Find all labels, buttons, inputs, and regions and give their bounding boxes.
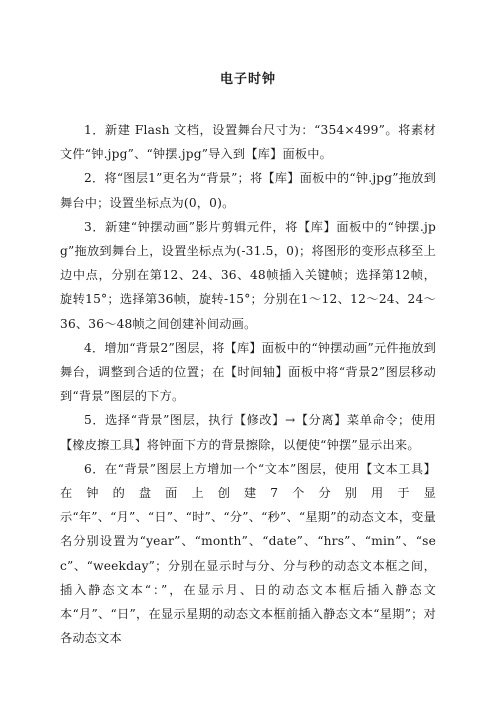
step-1-paragraph: 1．新建 Flash 文档，设置舞台尺寸为：“354×499”。将素材文件“钟.jpg”、“钟摆.jpg”导入到【库】面板中。: [60, 123, 436, 162]
step-6-paragraph: 6．在“背景”图层上方增加一个“文本”图层，使用【文本工具】在钟的盘面上创建7个分别用于显示“年”、“月”、“日”、“时”、“分”、“秒”、“星期”的动态文本，变量名分别设置为“year”、“month”、“date”、“hrs”、“min”、“sec”、“weekday”；分别在显示时与分、分与秒的动态文本框之间，插入静态文本“：”，在显示月、日的动态文本框后插入静态文本“月”、“日”，在显示星期的动态文本框前插入静态文本“星期”；对各动态文本: [60, 461, 436, 646]
document-body: [60, 118, 436, 650]
page-title: 电子时钟: [219, 72, 276, 87]
step-4-paragraph: 4．增加“背景2”图层，将【库】面板中的“钟摆动画”元件拖放到舞台，调整到合适的位置；在【时间轴】面板中将“背景2”图层移动到“背景”图层的下方。: [60, 340, 436, 404]
step-5-paragraph: 5．选择“背景”图层，执行【修改】→【分离】菜单命令；使用【橡皮擦工具】将钟面下方的背景擦除，以便使“钟摆”显示出来。: [60, 413, 436, 452]
step-3-paragraph: 3．新建“钟摆动画”影片剪辑元件，将【库】面板中的“钟摆.jpg”拖放到舞台上，设置坐标点为(-31.5，0)；将图形的变形点移至上边中点，分别在第12、24、36、48帧插入关键帧；选择第12帧，旋转15°；选择第36帧，旋转-15°；分别在1～12、12～24、24～36、36～48帧之间创建补间动画。: [60, 219, 436, 331]
step-2-paragraph: 2．将“图层1”更名为“背景”；将【库】面板中的“钟.jpg”拖放到舞台中；设置坐标点为(0，0)。: [60, 171, 436, 210]
